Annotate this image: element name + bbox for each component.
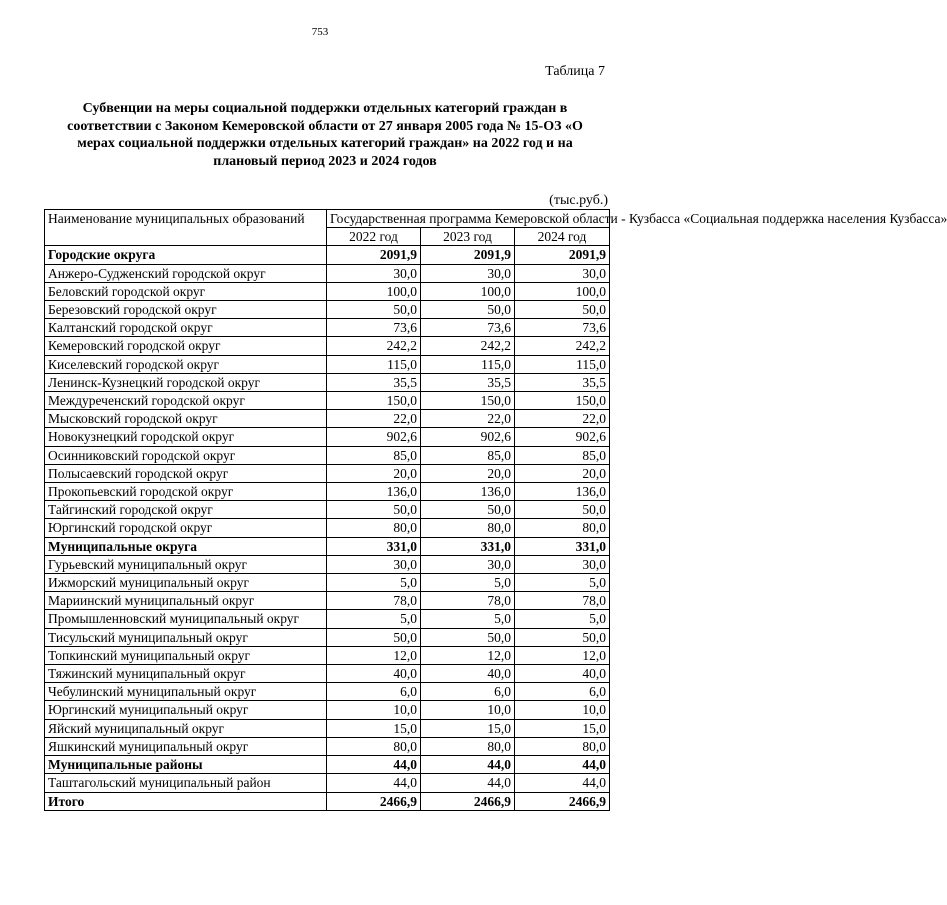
value-2022: 5,0 [327,610,421,628]
value-2024: 115,0 [515,355,610,373]
value-2022: 85,0 [327,446,421,464]
value-2022: 242,2 [327,337,421,355]
value-2023: 78,0 [421,592,515,610]
table-row [45,319,610,337]
value-2024: 20,0 [515,464,610,482]
value-2022: 50,0 [327,501,421,519]
subvention-table [44,209,947,811]
municipality-name: Тисульский муниципальный округ [45,628,327,646]
table-row [45,501,610,519]
value-2022: 115,0 [327,355,421,373]
municipality-name: Прокопьевский городской округ [45,483,327,501]
value-2024: 2466,9 [515,792,610,810]
value-2022: 40,0 [327,665,421,683]
municipality-name: Киселевский городской округ [45,355,327,373]
table-row [45,464,610,482]
value-2022: 78,0 [327,592,421,610]
municipality-name: Мысковский городской округ [45,410,327,428]
value-2023: 50,0 [421,301,515,319]
value-2022: 50,0 [327,628,421,646]
municipality-name: Топкинский муниципальный округ [45,646,327,664]
table-row [45,282,610,300]
municipality-name: Юргинский городской округ [45,519,327,537]
header-municipality-name: Наименование муниципальных образований [45,210,327,246]
table-row [45,701,610,719]
table-row [45,592,610,610]
table-row [45,665,610,683]
value-2024: 12,0 [515,646,610,664]
municipality-name: Ленинск-Кузнецкий городской округ [45,373,327,391]
value-2023: 22,0 [421,410,515,428]
value-2022: 20,0 [327,464,421,482]
table-header-row [45,210,610,228]
value-2023: 5,0 [421,610,515,628]
value-2024: 50,0 [515,628,610,646]
value-2023: 100,0 [421,282,515,300]
value-2023: 50,0 [421,628,515,646]
value-2024: 85,0 [515,446,610,464]
table-body [45,246,610,810]
value-2022: 100,0 [327,282,421,300]
value-2024: 5,0 [515,610,610,628]
municipality-name: Муниципальные округа [45,537,327,555]
municipality-name: Новокузнецкий городской округ [45,428,327,446]
value-2024: 50,0 [515,501,610,519]
value-2022: 331,0 [327,537,421,555]
value-2024: 50,0 [515,301,610,319]
value-2024: 44,0 [515,774,610,792]
municipality-name: Междуреченский городской округ [45,392,327,410]
header-year-2024: 2024 год [515,228,610,246]
value-2024: 136,0 [515,483,610,501]
table-row [45,264,610,282]
value-2022: 50,0 [327,301,421,319]
table-row [45,646,610,664]
value-2023: 85,0 [421,446,515,464]
value-2024: 10,0 [515,701,610,719]
table-row [45,628,610,646]
value-2022: 2466,9 [327,792,421,810]
municipality-name: Городские округа [45,246,327,264]
value-2023: 30,0 [421,555,515,573]
value-2023: 35,5 [421,373,515,391]
value-2024: 6,0 [515,683,610,701]
value-2024: 902,6 [515,428,610,446]
value-2022: 10,0 [327,701,421,719]
table-subtotal-row [45,756,610,774]
value-2024: 331,0 [515,537,610,555]
value-2024: 30,0 [515,555,610,573]
value-2024: 80,0 [515,737,610,755]
table-row [45,301,610,319]
value-2022: 6,0 [327,683,421,701]
units-label: (тыс.руб.) [549,193,608,208]
value-2023: 30,0 [421,264,515,282]
value-2024: 15,0 [515,719,610,737]
value-2024: 242,2 [515,337,610,355]
municipality-name: Калтанский городской округ [45,319,327,337]
table-row [45,410,610,428]
municipality-name: Юргинский муниципальный округ [45,701,327,719]
table-row [45,774,610,792]
header-year-2023: 2023 год [421,228,515,246]
value-2022: 2091,9 [327,246,421,264]
value-2024: 78,0 [515,592,610,610]
value-2024: 22,0 [515,410,610,428]
value-2022: 80,0 [327,737,421,755]
value-2023: 15,0 [421,719,515,737]
value-2022: 902,6 [327,428,421,446]
table-row [45,519,610,537]
value-2024: 30,0 [515,264,610,282]
municipality-name: Мариинский муниципальный округ [45,592,327,610]
value-2024: 44,0 [515,756,610,774]
municipality-name: Муниципальные районы [45,756,327,774]
municipality-name: Яйский муниципальный округ [45,719,327,737]
value-2024: 35,5 [515,373,610,391]
value-2024: 40,0 [515,665,610,683]
municipality-name: Гурьевский муниципальный округ [45,555,327,573]
value-2023: 44,0 [421,774,515,792]
value-2024: 5,0 [515,574,610,592]
value-2022: 15,0 [327,719,421,737]
table-label: Таблица 7 [545,64,605,79]
table-row [45,574,610,592]
value-2022: 150,0 [327,392,421,410]
value-2023: 80,0 [421,737,515,755]
municipality-name: Березовский городской округ [45,301,327,319]
value-2023: 73,6 [421,319,515,337]
value-2022: 136,0 [327,483,421,501]
table-subtotal-row [45,246,610,264]
value-2022: 73,6 [327,319,421,337]
table-row [45,610,610,628]
value-2023: 10,0 [421,701,515,719]
value-2022: 30,0 [327,555,421,573]
value-2022: 80,0 [327,519,421,537]
value-2023: 6,0 [421,683,515,701]
municipality-name: Тяжинский муниципальный округ [45,665,327,683]
municipality-name: Таштагольский муниципальный район [45,774,327,792]
value-2023: 902,6 [421,428,515,446]
value-2023: 2466,9 [421,792,515,810]
table-row [45,683,610,701]
municipality-name: Итого [45,792,327,810]
value-2024: 100,0 [515,282,610,300]
table-subtotal-row [45,537,610,555]
value-2022: 35,5 [327,373,421,391]
value-2023: 150,0 [421,392,515,410]
value-2023: 50,0 [421,501,515,519]
page-number: 753 [311,26,329,38]
value-2024: 73,6 [515,319,610,337]
table-row [45,428,610,446]
table-row [45,355,610,373]
table-row [45,555,610,573]
value-2023: 2091,9 [421,246,515,264]
municipality-name: Осинниковский городской округ [45,446,327,464]
value-2023: 44,0 [421,756,515,774]
value-2023: 12,0 [421,646,515,664]
value-2024: 80,0 [515,519,610,537]
value-2023: 5,0 [421,574,515,592]
table-row [45,446,610,464]
table-row [45,737,610,755]
municipality-name: Полысаевский городской округ [45,464,327,482]
value-2023: 242,2 [421,337,515,355]
value-2022: 44,0 [327,756,421,774]
value-2023: 80,0 [421,519,515,537]
table-row [45,392,610,410]
value-2023: 40,0 [421,665,515,683]
document-title: Субвенции на меры социальной поддержки отдельных категорий граждан в соответствии с Законом Кемеровской области от 27 января 2005 года № 15-ОЗ «О мерах социальной поддержки отдельных категорий граждан» на 2022 год и на плановый период 2023 и 2024 годов [67,101,583,169]
table-row [45,483,610,501]
table-row [45,373,610,391]
header-program: Государственная программа Кемеровской области - Кузбасса «Социальная поддержка населения Кузбасса» [327,210,610,228]
municipality-name: Беловский городской округ [45,282,327,300]
table-subtotal-row [45,792,610,810]
municipality-name: Тайгинский городской округ [45,501,327,519]
value-2023: 136,0 [421,483,515,501]
value-2022: 44,0 [327,774,421,792]
table-row [45,719,610,737]
value-2022: 22,0 [327,410,421,428]
value-2022: 12,0 [327,646,421,664]
value-2022: 30,0 [327,264,421,282]
municipality-name: Анжеро-Судженский городской округ [45,264,327,282]
municipality-name: Кемеровский городской округ [45,337,327,355]
municipality-name: Промышленновский муниципальный округ [45,610,327,628]
value-2023: 20,0 [421,464,515,482]
value-2023: 331,0 [421,537,515,555]
table-row [45,337,610,355]
value-2024: 2091,9 [515,246,610,264]
municipality-name: Ижморский муниципальный округ [45,574,327,592]
municipality-name: Яшкинский муниципальный округ [45,737,327,755]
value-2024: 150,0 [515,392,610,410]
value-2023: 115,0 [421,355,515,373]
header-year-2022: 2022 год [327,228,421,246]
value-2022: 5,0 [327,574,421,592]
municipality-name: Чебулинский муниципальный округ [45,683,327,701]
